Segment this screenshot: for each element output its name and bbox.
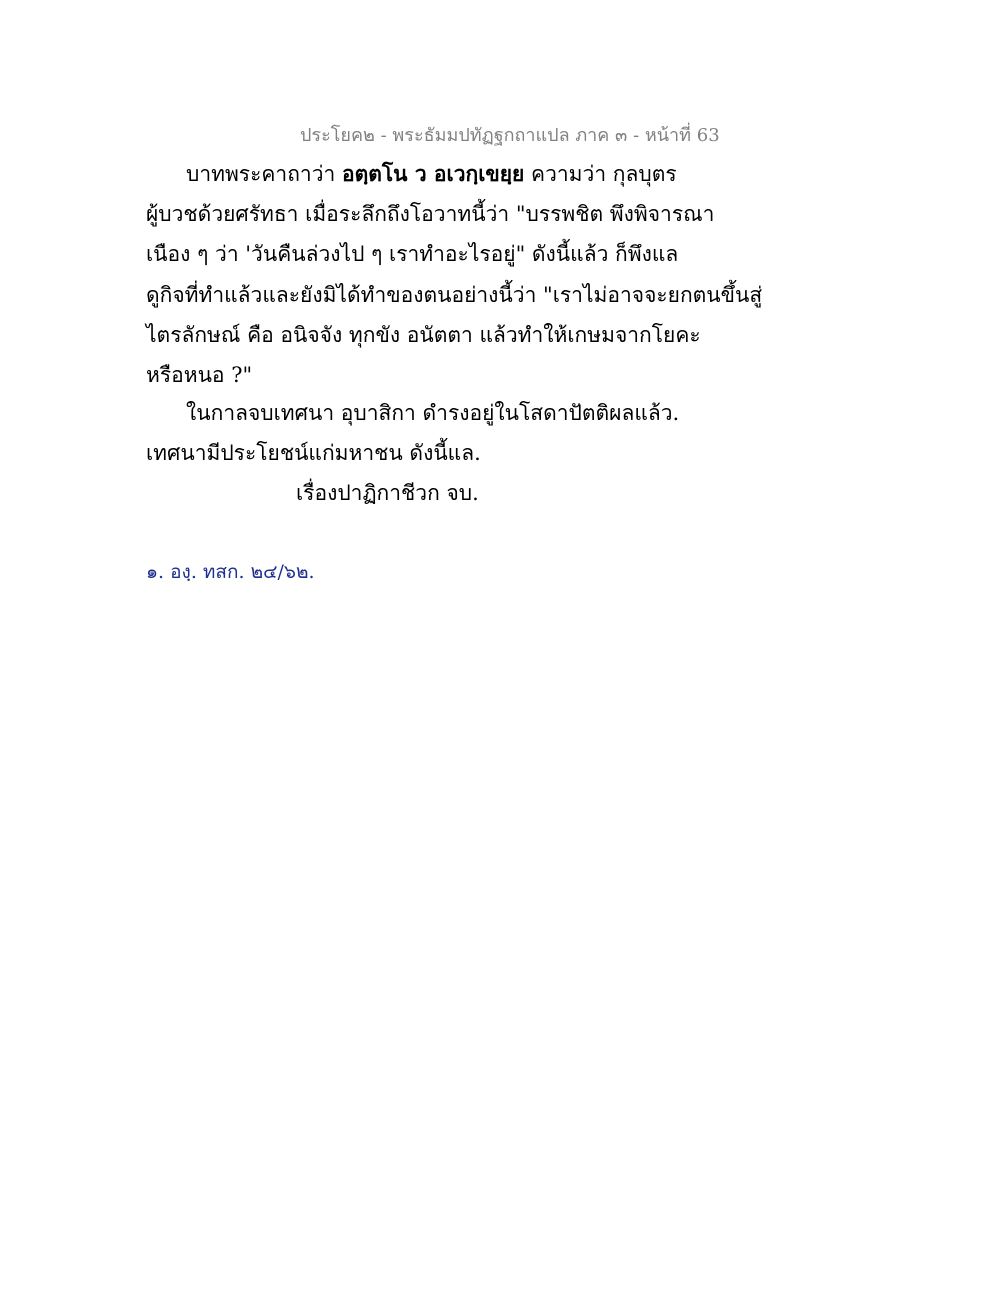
line-1-text-post: ความว่า กุลบุตร — [524, 162, 677, 186]
body-line-6: หรือหนอ ?" — [146, 363, 253, 387]
body-line-3: เนือง ๆ ว่า 'วันคืนล่วงไป ๆ เราทำอะไรอยู่" ดังนี้แล้ว ก็พึงแล — [146, 242, 679, 266]
story-end-line: เรื่องปาฏิกาชีวก จบ. — [296, 481, 479, 505]
body-line-5: ไตรลักษณ์ คือ อนิจจัง ทุกขัง อนัตตา แล้วทำให้เกษมจากโยคะ — [146, 323, 701, 347]
footnote: ๑. องฺ. ทสก. ๒๔/๖๒. — [146, 561, 315, 583]
body-line-7: ในกาลจบเทศนา อุบาสิกา ดำรงอยู่ในโสดาปัตติผลแล้ว. — [186, 401, 680, 425]
body-line-8: เทศนามีประโยชน์แก่มหาชน ดังนี้แล. — [146, 441, 481, 465]
body-line-1 — [186, 159, 677, 189]
line-1-text-pre: บาทพระคาถาว่า — [186, 162, 342, 186]
body-line-2: ผู้บวชด้วยศรัทธา เมื่อระลึกถึงโอวาทนี้ว่า "บรรพชิต พึงพิจารณา — [146, 202, 715, 226]
pali-verse-bold: อตฺตโน ว อเวกฺเขยฺย — [341, 161, 525, 186]
body-line-4: ดูกิจที่ทำแล้วและยังมิได้ทำของตนอย่างนี้ว่า "เราไม่อาจจะยกตนขึ้นสู่ — [146, 283, 763, 307]
page-header: ประโยค๒ - พระธัมมปทัฏฐกถาแปล ภาค ๓ - หน้าที่ 63 — [300, 125, 720, 146]
